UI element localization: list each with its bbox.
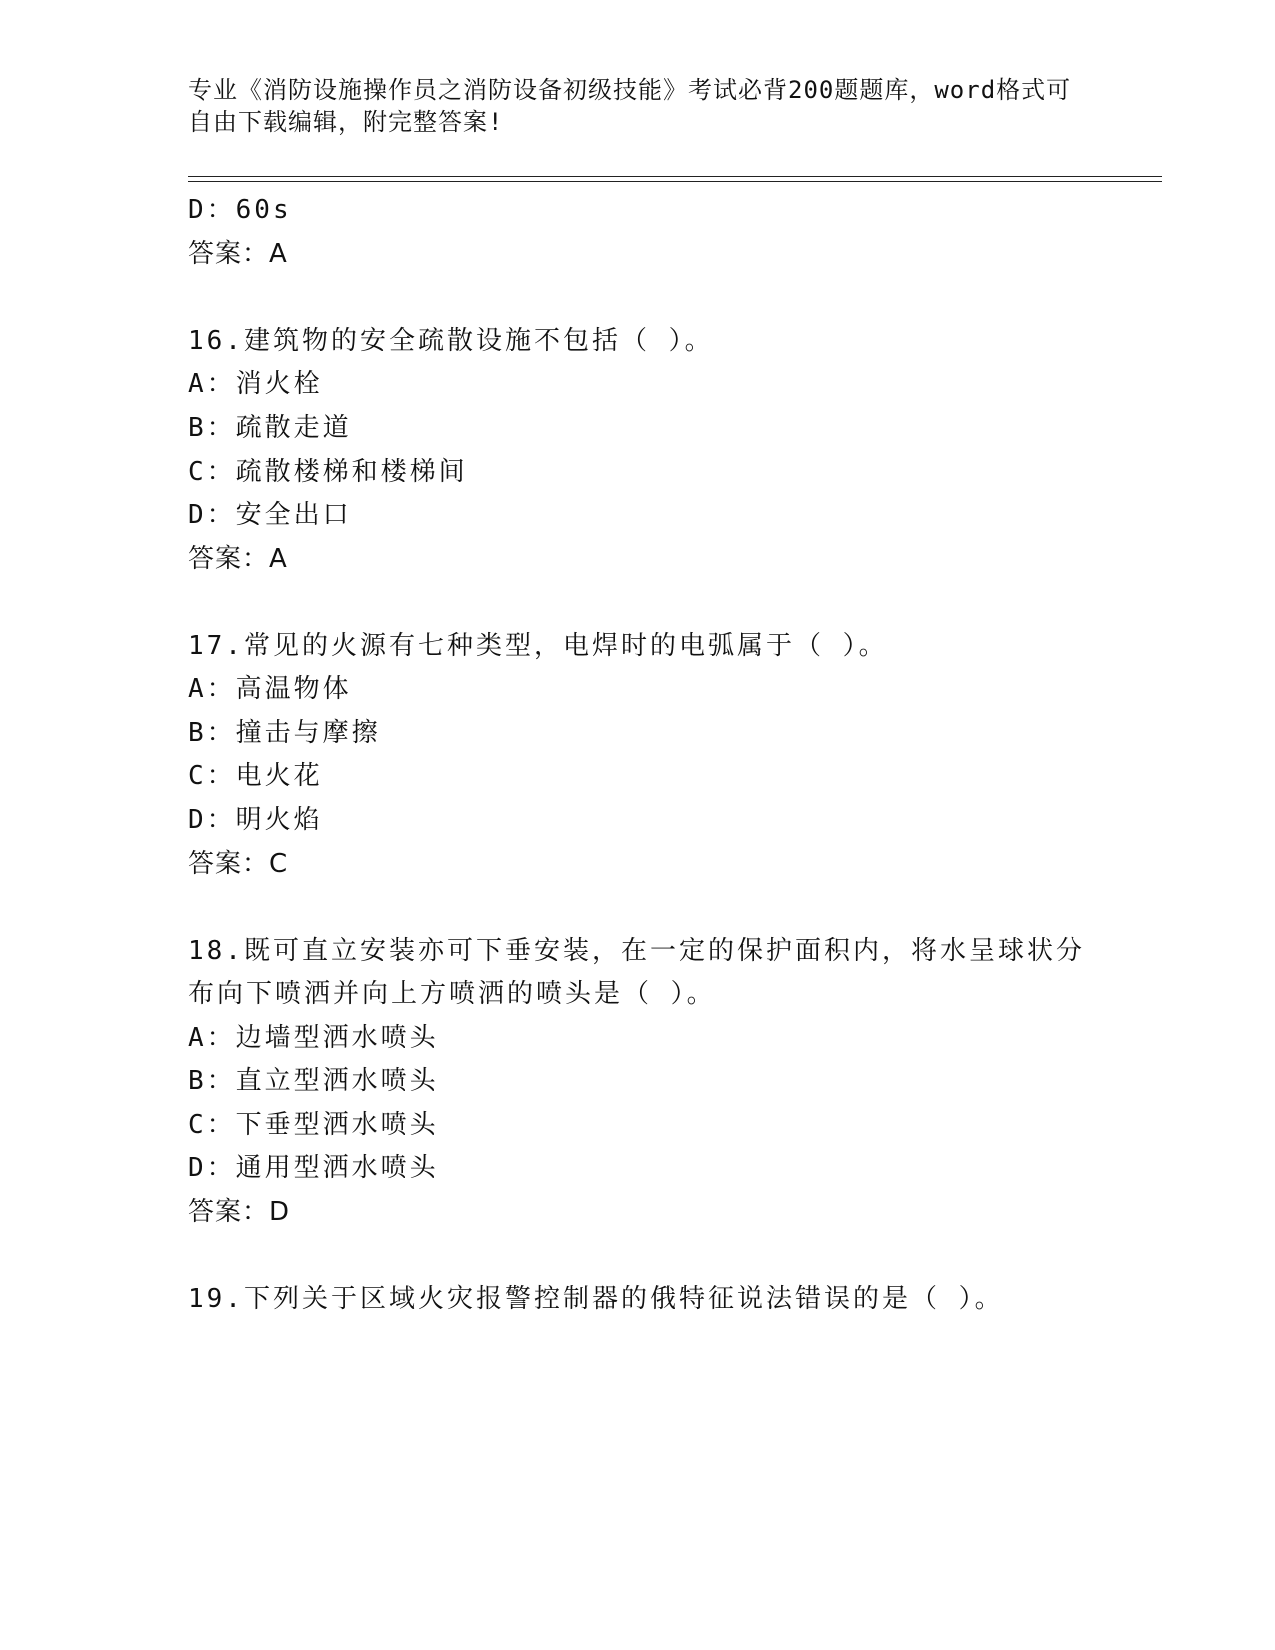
question-17-option-d: D：明火焰 xyxy=(188,805,323,835)
question-17-option-a: A：高温物体 xyxy=(188,674,352,704)
question-16-text: 16.建筑物的安全疏散设施不包括（ ）。 xyxy=(188,326,714,356)
question-17-text: 17.常见的火源有七种类型，电焊时的电弧属于（ ）。 xyxy=(188,631,888,661)
header-title-line-2: 自由下载编辑，附完整答案! xyxy=(188,108,504,136)
question-17-answer: 答案：C xyxy=(188,849,289,879)
question-18-answer: 答案：D xyxy=(188,1197,291,1227)
question-18-option-a: A：边墙型洒水喷头 xyxy=(188,1023,439,1053)
document-header xyxy=(188,74,1088,138)
question-17-option-c: C：电火花 xyxy=(188,761,323,791)
header-divider-bottom xyxy=(188,181,1162,182)
question-16-option-b: B：疏散走道 xyxy=(188,413,352,443)
question-17-option-b: B：撞击与摩擦 xyxy=(188,718,381,748)
question-16-option-c: C：疏散楼梯和楼梯间 xyxy=(188,457,468,487)
question-18-option-c: C：下垂型洒水喷头 xyxy=(188,1110,439,1140)
question-16-answer: 答案：A xyxy=(188,544,288,574)
question-19-text: 19.下列关于区域火灾报警控制器的俄特征说法错误的是（ ）。 xyxy=(188,1284,1004,1314)
prev-question-option-d: D：60s xyxy=(188,195,292,225)
header-divider-top xyxy=(188,176,1162,177)
question-18-text-line-2: 布向下喷洒并向上方喷洒的喷头是（ ）。 xyxy=(188,979,716,1009)
question-18-option-d: D：通用型洒水喷头 xyxy=(188,1153,439,1183)
question-16-option-a: A：消火栓 xyxy=(188,369,323,399)
question-18-text-line-1: 18.既可直立安装亦可下垂安装，在一定的保护面积内，将水呈球状分 xyxy=(188,936,1085,966)
header-title-line-1: 专业《消防设施操作员之消防设备初级技能》考试必背200题题库，word格式可 xyxy=(188,76,1072,104)
prev-question-answer: 答案：A xyxy=(188,239,288,269)
question-18-option-b: B：直立型洒水喷头 xyxy=(188,1066,439,1096)
question-16-option-d: D：安全出口 xyxy=(188,500,352,530)
